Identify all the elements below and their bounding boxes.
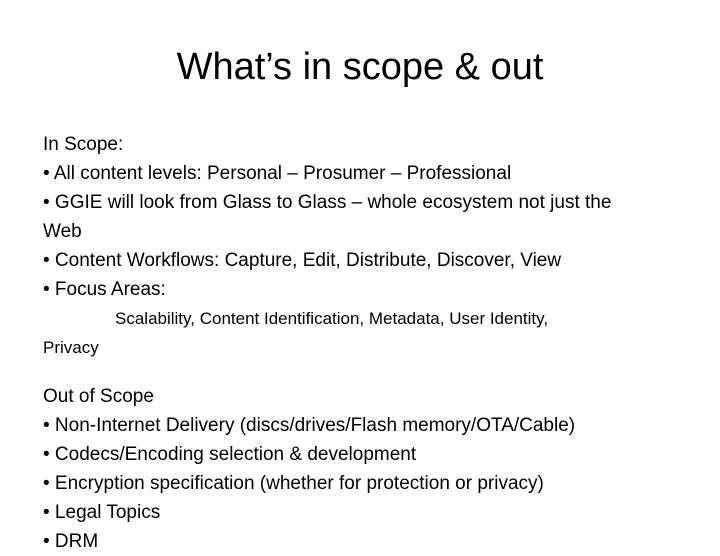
in-scope-bullet-focus-areas: • Focus Areas: [43,279,166,300]
out-of-scope-bullet-non-internet: • Non-Internet Delivery (discs/drives/Flash memory/OTA/Cable) [43,415,576,436]
slide-title: What’s in scope & out [176,46,544,88]
in-scope-bullet-workflows: • Content Workflows: Capture, Edit, Distribute, Discover, View [43,250,562,271]
in-scope-bullet-glass-to-glass: • GGIE will look from Glass to Glass – whole ecosystem not just the [43,192,612,213]
in-scope-bullet-content-levels: • All content levels: Personal – Prosumer – Professional [43,163,512,184]
in-scope-heading: In Scope: [43,134,124,155]
out-of-scope-bullet-drm: • DRM [43,531,99,552]
section-spacer [43,362,703,382]
focus-areas-list-continued: Privacy [43,338,99,357]
in-scope-bullet-glass-to-glass-continued: Web [43,221,82,242]
out-of-scope-heading: Out of Scope [43,386,154,407]
out-of-scope-bullet-encryption: • Encryption specification (whether for protection or privacy) [43,473,544,494]
out-of-scope-bullet-codecs: • Codecs/Encoding selection & development [43,444,417,465]
out-of-scope-bullet-legal: • Legal Topics [43,502,161,523]
focus-areas-list: Scalability, Content Identification, Metadata, User Identity, [115,309,549,328]
slide-body [43,130,703,556]
